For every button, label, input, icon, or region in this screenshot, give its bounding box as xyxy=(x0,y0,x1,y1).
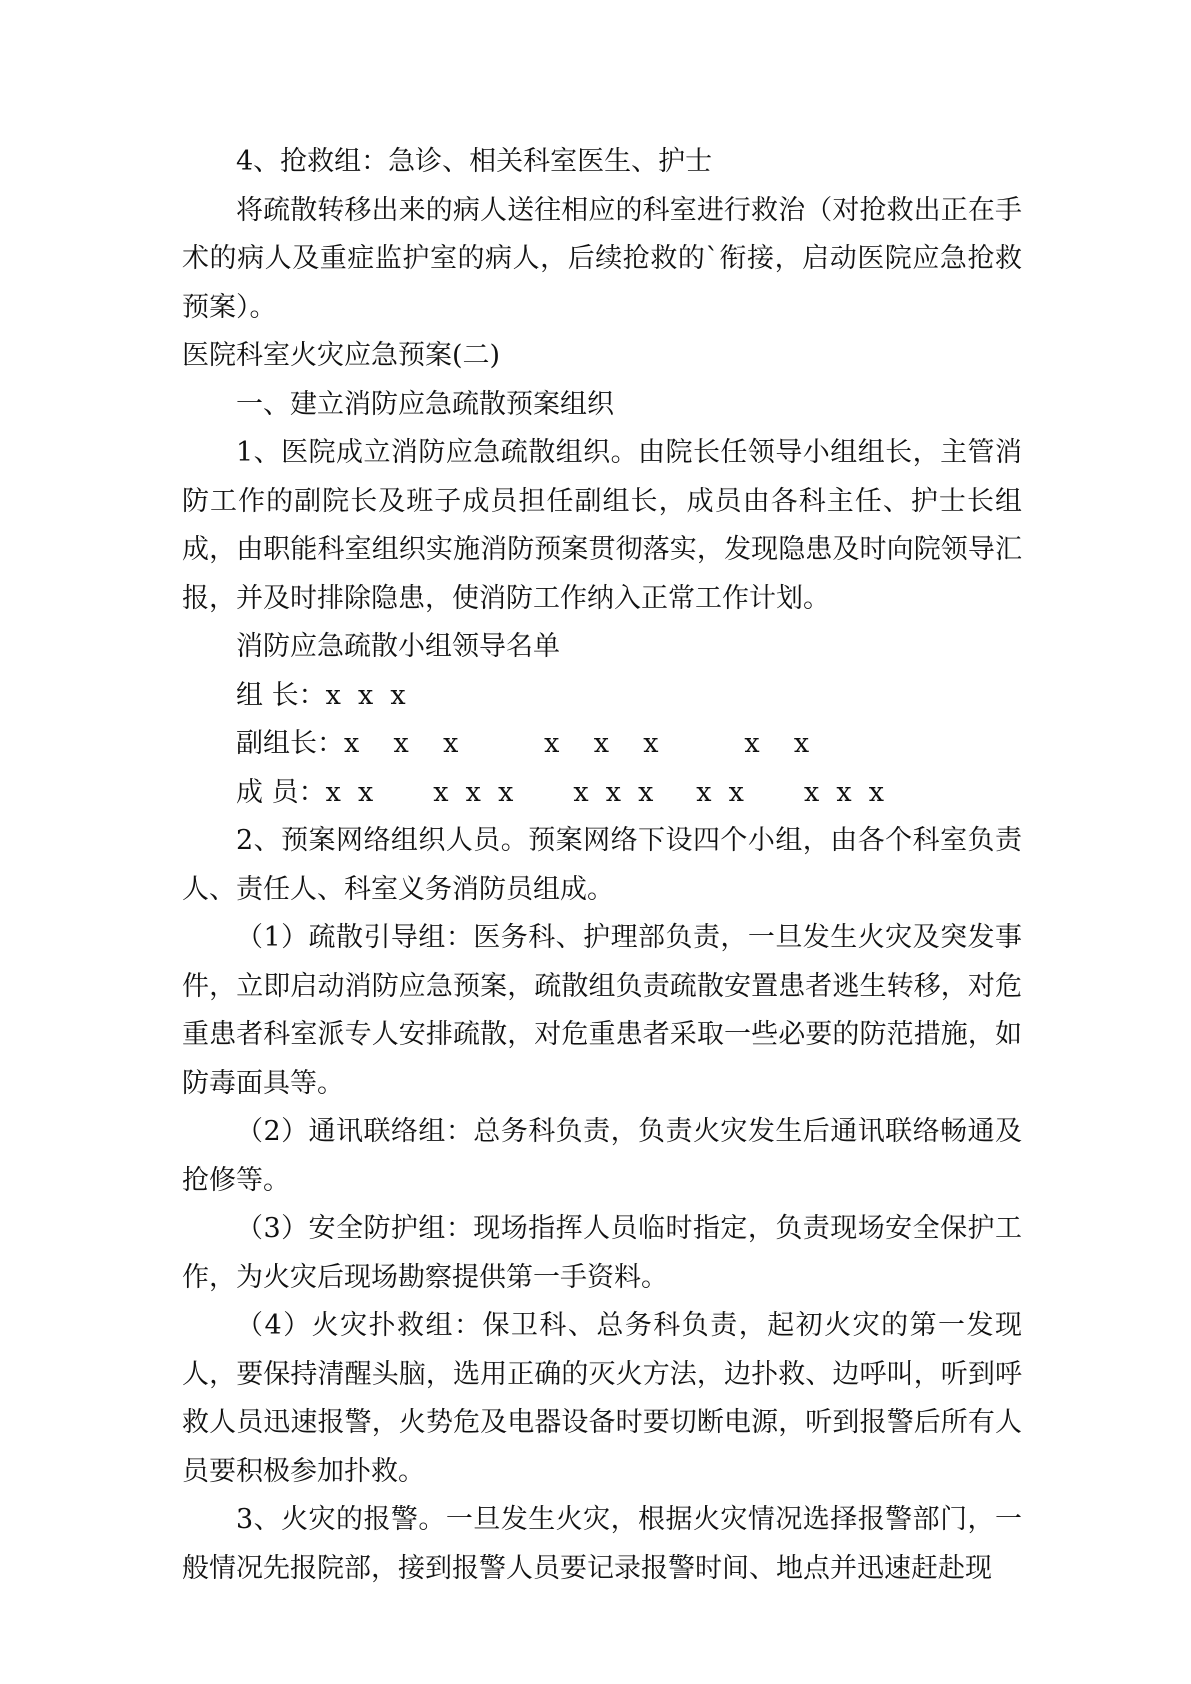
paragraph-firefighting-group: （4）火灾扑救组：保卫科、总务科负责，起初火灾的第一发现人，要保持清醒头脑，选用正确的灭火方法，边扑救、边呼叫，听到呼救人员迅速报警，火势危及电器设备时要切断电源，听到报警后所有人员要积极参加扑救。 xyxy=(182,1310,1022,1487)
paragraph-network: 2、预案网络组织人员。预案网络下设四个小组，由各个科室负责人、责任人、科室义务消防员组成。 xyxy=(182,825,1022,905)
rescue-group-heading: 4、抢救组：急诊、相关科室医生、护士 xyxy=(236,146,713,177)
paragraph-alarm: 3、火灾的报警。一旦发生火灾，根据火灾情况选择报警部门，一般情况先报院部，接到报警人员要记录报警时间、地点并迅速赶赴现 xyxy=(182,1504,1022,1584)
leader-line: 组 长：x x x xyxy=(236,679,406,711)
paragraph-evacuation-group: （1）疏散引导组：医务科、护理部负责，一旦发生火灾及突发事件，立即启动消防应急预案，疏散组负责疏散安置患者逃生转移，对危重患者科室派专人安排疏散，对危重患者采取一些必要的防范措施，如防毒面具等。 xyxy=(182,922,1022,1099)
deputy-leader-line: 副组长：x x x x x x x x xyxy=(236,728,810,759)
rescue-group-body: 将疏散转移出来的病人送往相应的科室进行救治（对抢救出正在手术的病人及重症监护室的病人，后续抢救的`衔接，启动医院应急抢救预案）。 xyxy=(182,194,1022,323)
section-title: 医院科室火灾应急预案(二) xyxy=(182,340,501,371)
paragraph-organization: 1、医院成立消防应急疏散组织。由院长任领导小组组长，主管消防工作的副院长及班子成员担任副组长，成员由各科主任、护士长组成，由职能科室组织实施消防预案贯彻落实，发现隐患及时向院领导汇报，并及时排除隐患，使消防工作纳入正常工作计划。 xyxy=(182,437,1022,614)
members-line: 成 员：x x x x x x x x x x x x x xyxy=(236,776,884,808)
paragraph-communication-group: （2）通讯联络组：总务科负责，负责火灾发生后通讯联络畅通及抢修等。 xyxy=(182,1116,1022,1196)
document-page xyxy=(182,138,1022,1593)
section-heading-1: 一、建立消防应急疏散预案组织 xyxy=(236,388,614,420)
leader-list-title: 消防应急疏散小组领导名单 xyxy=(236,631,560,662)
paragraph-security-group: （3）安全防护组：现场指挥人员临时指定，负责现场安全保护工作，为火灾后现场勘察提供第一手资料。 xyxy=(182,1213,1022,1293)
